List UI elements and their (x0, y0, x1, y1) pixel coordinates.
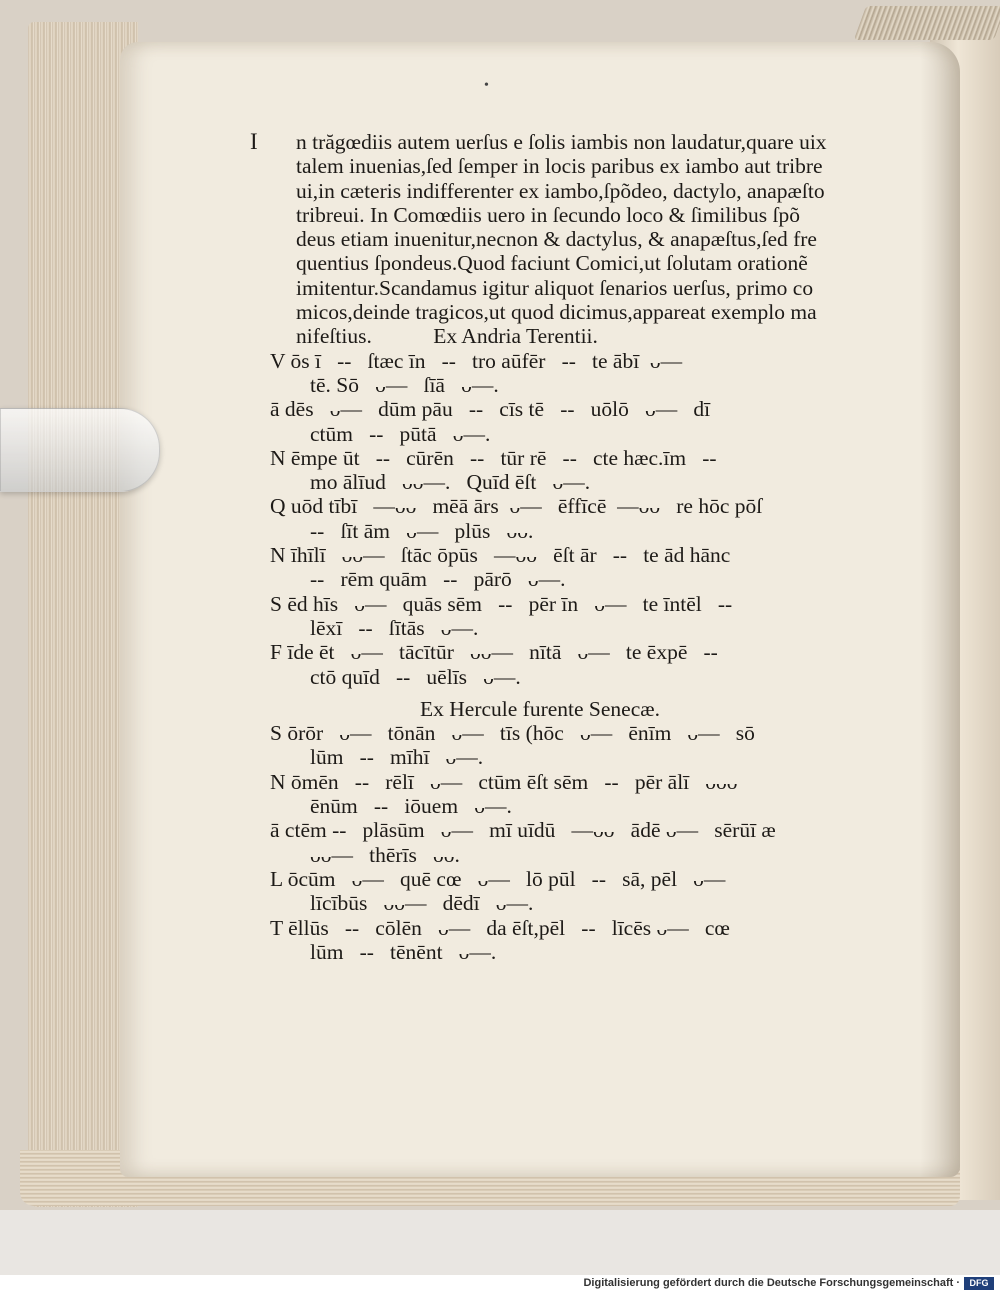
page-mark: • (484, 78, 489, 93)
verse (270, 349, 900, 398)
verse (270, 770, 900, 819)
verse-line: mo ālīud ᴗᴗ—. Quīd ēſt ᴗ—. (310, 470, 591, 495)
footer-bar (0, 1275, 1000, 1293)
glass-page-clip (0, 408, 160, 492)
paragraph-line: ui,in cæteris indifferenter ex iambo,ſpõdeo, dactylo, anapæſto (296, 178, 825, 203)
verse-line: līcībūs ᴗᴗ— dēdī ᴗ—. (310, 891, 534, 916)
page-gutter (920, 42, 960, 1177)
verse-line (270, 592, 900, 616)
verse-line (270, 867, 900, 891)
paragraph-line: micos,deinde tragicos,ut quod dicimus,appareat exemplo ma (296, 300, 817, 325)
verse-initial: S (270, 721, 282, 746)
verse-line: lūm -- tēnēnt ᴗ—. (310, 939, 497, 964)
verse-line (270, 543, 900, 567)
verse-initial: F (270, 640, 282, 665)
verse-initial: ā (270, 818, 280, 843)
verse (270, 592, 900, 641)
verse-text: ctēm -- plāsūm ᴗ— mī uīdū —ᴗᴗ ādē ᴗ— sērūī æ (284, 818, 776, 843)
verse (270, 494, 900, 543)
verse (270, 640, 900, 689)
verse-text: ōmēn -- rēlī ᴗ— ctūm ēſt sēm -- pēr ālī ᴗᴗᴗ (290, 769, 738, 794)
section-heading-andria: Ex Andria Terentii. (433, 324, 598, 349)
verse-text: dēs ᴗ— dūm pāu -- cīs tē -- uōlō ᴗ— dī (284, 397, 711, 422)
intro-paragraph (250, 129, 900, 349)
verse-text: īde ēt ᴗ— tācītūr ᴗᴗ— nītā ᴗ— te ēxpē -- (287, 640, 718, 665)
verse-text: uōd tībī —ᴗᴗ mēā ārs ᴗ— ēffīcē —ᴗᴗ re hōc pōſ (290, 494, 763, 519)
verse-line (270, 770, 900, 794)
verse-line: ᴗᴗ— thērīs ᴗᴗ. (310, 842, 460, 867)
verse-line: tē. Sō ᴗ— ſīā ᴗ—. (310, 372, 499, 397)
book-spine (854, 6, 1000, 40)
verse-initial: S (270, 591, 282, 616)
verse-line (270, 349, 900, 373)
verse-line (270, 721, 900, 745)
verse (270, 446, 900, 495)
verse-line: lūm -- mīhī ᴗ—. (310, 745, 484, 770)
verse-text: ōrōr ᴗ— tōnān ᴗ— tīs (hōc ᴗ— ēnīm ᴗ— sō (287, 721, 755, 746)
verse-initial: N (270, 769, 286, 794)
verse-line (270, 397, 900, 421)
verse-line: ctūm -- pūtā ᴗ—. (310, 421, 491, 446)
verse-line: -- ſīt ām ᴗ— plūs ᴗᴗ. (310, 518, 534, 543)
paragraph-line: tribreui. In Comœdiis uero in ſecundo loco & ſimilibus ſpõ (296, 202, 801, 227)
verse (270, 867, 900, 916)
paragraph-line (296, 324, 900, 348)
verse-line (270, 916, 900, 940)
verse-line: lēxī -- ſītās ᴗ—. (310, 615, 479, 640)
verse (270, 397, 900, 446)
verse-initial: Q (270, 494, 286, 519)
section-heading-seneca: Ex Hercule furente Senecæ. (420, 696, 660, 721)
verse-text: ēd hīs ᴗ— quās sēm -- pēr īn ᴗ— te īntēl -- (287, 591, 733, 616)
verse-initial: ā (270, 397, 280, 422)
verse-block-andria (270, 349, 900, 689)
verse-text: ēmpe ūt -- cūrēn -- tūr rē -- cte hæc.īm -- (290, 445, 717, 470)
verse-line: ēnūm -- iōuem ᴗ—. (310, 794, 512, 819)
verse-initial: T (270, 915, 283, 940)
verse-initial: V (270, 348, 286, 373)
verse-text: īhīlī ᴗᴗ— ſtāc ōpūs —ᴗᴗ ēſt ār -- te ād hānc (290, 543, 731, 568)
verse-line (270, 818, 900, 842)
page-text (250, 129, 900, 964)
verse-line: ctō quīd -- uēlīs ᴗ—. (310, 664, 521, 689)
verse (270, 543, 900, 592)
verse-text: ēllūs -- cōlēn ᴗ— da ēſt,pēl -- līcēs ᴗ— cœ (288, 915, 730, 940)
verse-initial: N (270, 543, 286, 568)
verse (270, 721, 900, 770)
verse (270, 818, 900, 867)
paragraph-line: talem inuenias,ſed ſemper in locis paribus ex iambo aut tribre (296, 154, 823, 179)
verse (270, 916, 900, 965)
verse-text: ōs ī -- ſtæc īn -- tro aūfēr -- te ābī ᴗ— (290, 348, 683, 373)
verse-line (270, 494, 900, 518)
drop-cap: I (250, 129, 258, 154)
verse-initial: L (270, 866, 283, 891)
paragraph-line: n trăgœdiis autem uerſus e ſolis iambis non laudatur,quare uix (296, 130, 827, 154)
verse-initial: N (270, 445, 286, 470)
verse-line: -- rēm quām -- pārō ᴗ—. (310, 567, 566, 592)
verse-line (270, 446, 900, 470)
verse-text: ōcūm ᴗ— quē cœ ᴗ— lō pūl -- sā, pēl ᴗ— (287, 866, 726, 891)
paragraph-last-line: nifeſtius. (296, 324, 372, 349)
paragraph-line: deus etiam inuenitur,necnon & dactylus, & anapæſtus,ſed fre (296, 227, 817, 252)
paragraph-line: quentius ſpondeus.Quod faciunt Comici,ut ſolutam orationẽ (296, 251, 808, 276)
verse-block-seneca (270, 721, 900, 964)
verse-line (270, 640, 900, 664)
funding-notice: Digitalisierung gefördert durch die Deutsche Forschungsgemeinschaft · (583, 1277, 960, 1289)
paragraph-line: imitentur.Scandamus igitur aliquot ſenarios uerſus, primo co (296, 275, 814, 300)
dfg-logo: DFG (964, 1277, 994, 1290)
